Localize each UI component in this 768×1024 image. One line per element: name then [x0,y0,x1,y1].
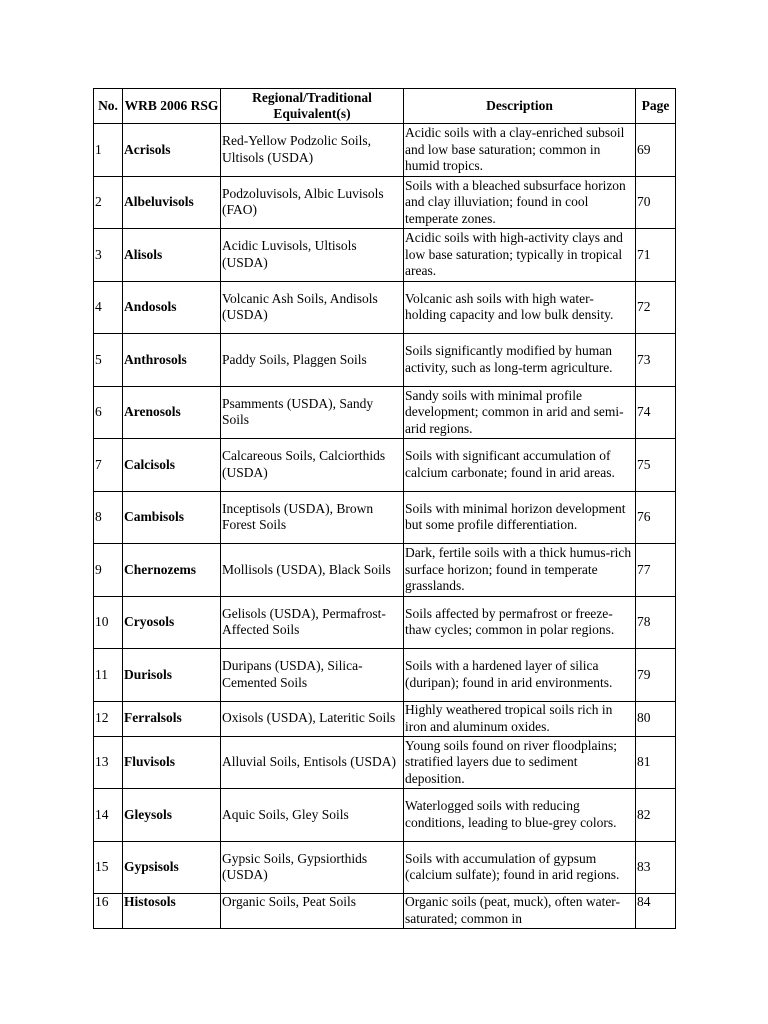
cell-no: 3 [94,229,123,282]
table-row [94,789,676,842]
cell-page: 84 [636,894,676,929]
table-row [94,176,676,229]
table-row [94,544,676,597]
cell-description: Soils with accumulation of gypsum (calcium sulfate); found in arid regions. [404,841,636,894]
cell-rsg: Anthrosols [123,334,221,387]
cell-page: 72 [636,281,676,334]
header-description: Description [404,89,636,124]
table-row [94,736,676,789]
cell-page: 73 [636,334,676,387]
cell-page: 77 [636,544,676,597]
cell-no: 10 [94,596,123,649]
cell-rsg: Acrisols [123,124,221,177]
cell-description: Highly weathered tropical soils rich in iron and aluminum oxides. [404,701,636,736]
cell-regional: Alluvial Soils, Entisols (USDA) [221,736,404,789]
table-row [94,229,676,282]
cell-rsg: Andosols [123,281,221,334]
cell-description: Sandy soils with minimal profile development; common in arid and semi-arid regions. [404,386,636,439]
cell-no: 7 [94,439,123,492]
table-header [94,89,676,124]
table-row [94,439,676,492]
table-row [94,596,676,649]
cell-rsg: Calcisols [123,439,221,492]
cell-rsg: Ferralsols [123,701,221,736]
soil-groups-table [93,88,676,929]
cell-rsg: Cryosols [123,596,221,649]
cell-no: 8 [94,491,123,544]
cell-regional: Volcanic Ash Soils, Andisols (USDA) [221,281,404,334]
cell-regional: Red-Yellow Podzolic Soils, Ultisols (USDA) [221,124,404,177]
table-row [94,386,676,439]
cell-rsg: Fluvisols [123,736,221,789]
cell-no: 9 [94,544,123,597]
cell-no: 11 [94,649,123,702]
cell-regional: Podzoluvisols, Albic Luvisols (FAO) [221,176,404,229]
cell-regional: Organic Soils, Peat Soils [221,894,404,929]
cell-regional: Inceptisols (USDA), Brown Forest Soils [221,491,404,544]
table-row [94,491,676,544]
cell-regional: Calcareous Soils, Calciorthids (USDA) [221,439,404,492]
cell-regional: Mollisols (USDA), Black Soils [221,544,404,597]
cell-description: Dark, fertile soils with a thick humus-rich surface horizon; found in temperate grasslands. [404,544,636,597]
cell-rsg: Alisols [123,229,221,282]
cell-page: 75 [636,439,676,492]
cell-no: 6 [94,386,123,439]
cell-page: 74 [636,386,676,439]
cell-rsg: Histosols [123,894,221,929]
cell-description: Soils with a bleached subsurface horizon and clay illuviation; found in cool temperate zones. [404,176,636,229]
cell-page: 78 [636,596,676,649]
table-row [94,124,676,177]
cell-no: 13 [94,736,123,789]
cell-regional: Aquic Soils, Gley Soils [221,789,404,842]
cell-description: Soils with minimal horizon development but some profile differentiation. [404,491,636,544]
cell-rsg: Gypsisols [123,841,221,894]
cell-no: 2 [94,176,123,229]
cell-description: Acidic soils with a clay-enriched subsoil and low base saturation; common in humid tropics. [404,124,636,177]
cell-rsg: Chernozems [123,544,221,597]
table-row [94,701,676,736]
cell-description: Young soils found on river floodplains; stratified layers due to sediment deposition. [404,736,636,789]
table-row [94,649,676,702]
table-body [94,124,676,929]
cell-regional: Paddy Soils, Plaggen Soils [221,334,404,387]
cell-description: Soils significantly modified by human activity, such as long-term agriculture. [404,334,636,387]
cell-page: 81 [636,736,676,789]
cell-regional: Acidic Luvisols, Ultisols (USDA) [221,229,404,282]
cell-no: 15 [94,841,123,894]
cell-page: 83 [636,841,676,894]
table-row [94,841,676,894]
table-row [94,334,676,387]
cell-no: 14 [94,789,123,842]
cell-rsg: Cambisols [123,491,221,544]
table-row [94,281,676,334]
cell-no: 5 [94,334,123,387]
cell-description: Volcanic ash soils with high water-holding capacity and low bulk density. [404,281,636,334]
cell-no: 12 [94,701,123,736]
cell-description: Soils affected by permafrost or freeze-thaw cycles; common in polar regions. [404,596,636,649]
header-row [94,89,676,124]
cell-no: 16 [94,894,123,929]
cell-page: 82 [636,789,676,842]
cell-description: Organic soils (peat, muck), often water-saturated; common in [404,894,636,929]
header-regional: Regional/Traditional Equivalent(s) [221,89,404,124]
cell-regional: Duripans (USDA), Silica-Cemented Soils [221,649,404,702]
cell-rsg: Durisols [123,649,221,702]
cell-page: 69 [636,124,676,177]
cell-description: Soils with a hardened layer of silica (duripan); found in arid environments. [404,649,636,702]
header-page: Page [636,89,676,124]
cell-rsg: Gleysols [123,789,221,842]
header-no: No. [94,89,123,124]
cell-rsg: Arenosols [123,386,221,439]
table-row [94,894,676,929]
cell-regional: Gypsic Soils, Gypsiorthids (USDA) [221,841,404,894]
cell-page: 76 [636,491,676,544]
cell-page: 79 [636,649,676,702]
cell-description: Acidic soils with high-activity clays and low base saturation; typically in tropical areas. [404,229,636,282]
header-rsg: WRB 2006 RSG [123,89,221,124]
cell-rsg: Albeluvisols [123,176,221,229]
cell-description: Soils with significant accumulation of calcium carbonate; found in arid areas. [404,439,636,492]
cell-page: 80 [636,701,676,736]
cell-no: 4 [94,281,123,334]
cell-no: 1 [94,124,123,177]
cell-regional: Psamments (USDA), Sandy Soils [221,386,404,439]
cell-regional: Gelisols (USDA), Permafrost-Affected Soils [221,596,404,649]
cell-page: 71 [636,229,676,282]
cell-page: 70 [636,176,676,229]
cell-regional: Oxisols (USDA), Lateritic Soils [221,701,404,736]
cell-description: Waterlogged soils with reducing conditions, leading to blue-grey colors. [404,789,636,842]
